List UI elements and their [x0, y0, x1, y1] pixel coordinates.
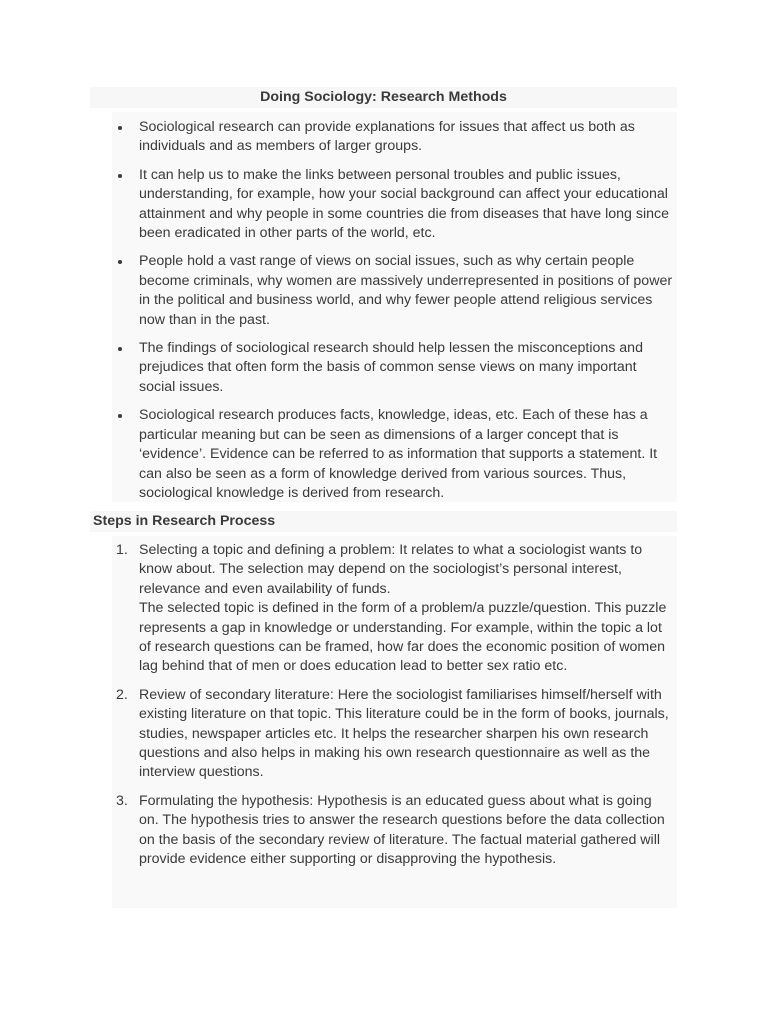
list-item	[112, 166, 677, 244]
list-item-text: People hold a vast range of views on social issues, such as why certain people become criminals, why women are massively underrepresented in positions of power in the political and business world, and why fewer people attend religious services now than in the past.	[139, 253, 673, 328]
bullet-icon	[118, 260, 122, 264]
bullet-icon	[118, 347, 122, 351]
step-number: 3.	[116, 792, 128, 809]
bullet-icon	[118, 414, 122, 418]
list-item	[112, 252, 677, 330]
steps-list-block	[112, 536, 677, 908]
list-item	[112, 339, 677, 397]
bullet-list-block	[112, 112, 677, 502]
step-text: Formulating the hypothesis: Hypothesis is an educated guess about what is going on. The hypothesis tries to answer the research questions before the data collection on the basis of the secondary review of literature. The factual material gathered will provide evidence either supporting or disapproving the hypothesis.	[139, 792, 665, 868]
steps-list	[112, 541, 677, 870]
step-text: Selecting a topic and defining a problem: It relates to what a sociologist wants to know about. The selection may depend on the sociologist’s personal interest, relevance and even availability of funds.	[139, 542, 643, 597]
list-item	[112, 686, 677, 783]
list-item-text: The findings of sociological research should help lessen the misconceptions and prejudices that often form the basis of common sense views on many important social issues.	[139, 340, 643, 395]
steps-heading: Steps in Research Process	[90, 511, 677, 532]
list-item	[112, 541, 677, 677]
list-item-text: Sociological research can provide explanations for issues that affect us both as individuals and as members of larger groups.	[139, 119, 635, 155]
list-item-text: It can help us to make the links between personal troubles and public issues, understanding, for example, how your social background can affect your educational attainment and why people in some countries die from diseases that have long since been eradicated in other parts of the world, etc.	[139, 166, 669, 242]
document-title: Doing Sociology: Research Methods	[90, 87, 677, 108]
step-text: Review of secondary literature: Here the sociologist familiarises himself/herself with existing literature on that topic. This literature could be in the form of books, journals, studies, newspaper articles etc. It helps the researcher sharpen his own research questions and also helps in making his own research questionnaire as well as the interview questions.	[139, 686, 669, 781]
bullet-icon	[118, 126, 122, 130]
step-text-continued: The selected topic is defined in the form of a problem/a puzzle/question. This puzzle represents a gap in knowledge or understanding. For example, within the topic a lot of research questions can be framed, how far does the economic position of women lag behind that of men or does education lead to better sex ratio etc.	[139, 600, 667, 675]
bullet-icon	[118, 174, 122, 178]
step-number: 2.	[116, 686, 128, 703]
bullet-list	[112, 118, 677, 503]
list-item	[112, 792, 677, 870]
list-item-text: Sociological research produces facts, knowledge, ideas, etc. Each of these has a particular meaning but can be seen as dimensions of a larger concept that is ‘evidence’. Evidence can be referred to as information that supports a statement. It can also be seen as a form of knowledge derived from various sources. Thus, sociological knowledge is derived from research.	[139, 407, 658, 501]
step-number: 1.	[116, 542, 128, 558]
list-item	[112, 406, 677, 503]
list-item	[112, 118, 677, 157]
